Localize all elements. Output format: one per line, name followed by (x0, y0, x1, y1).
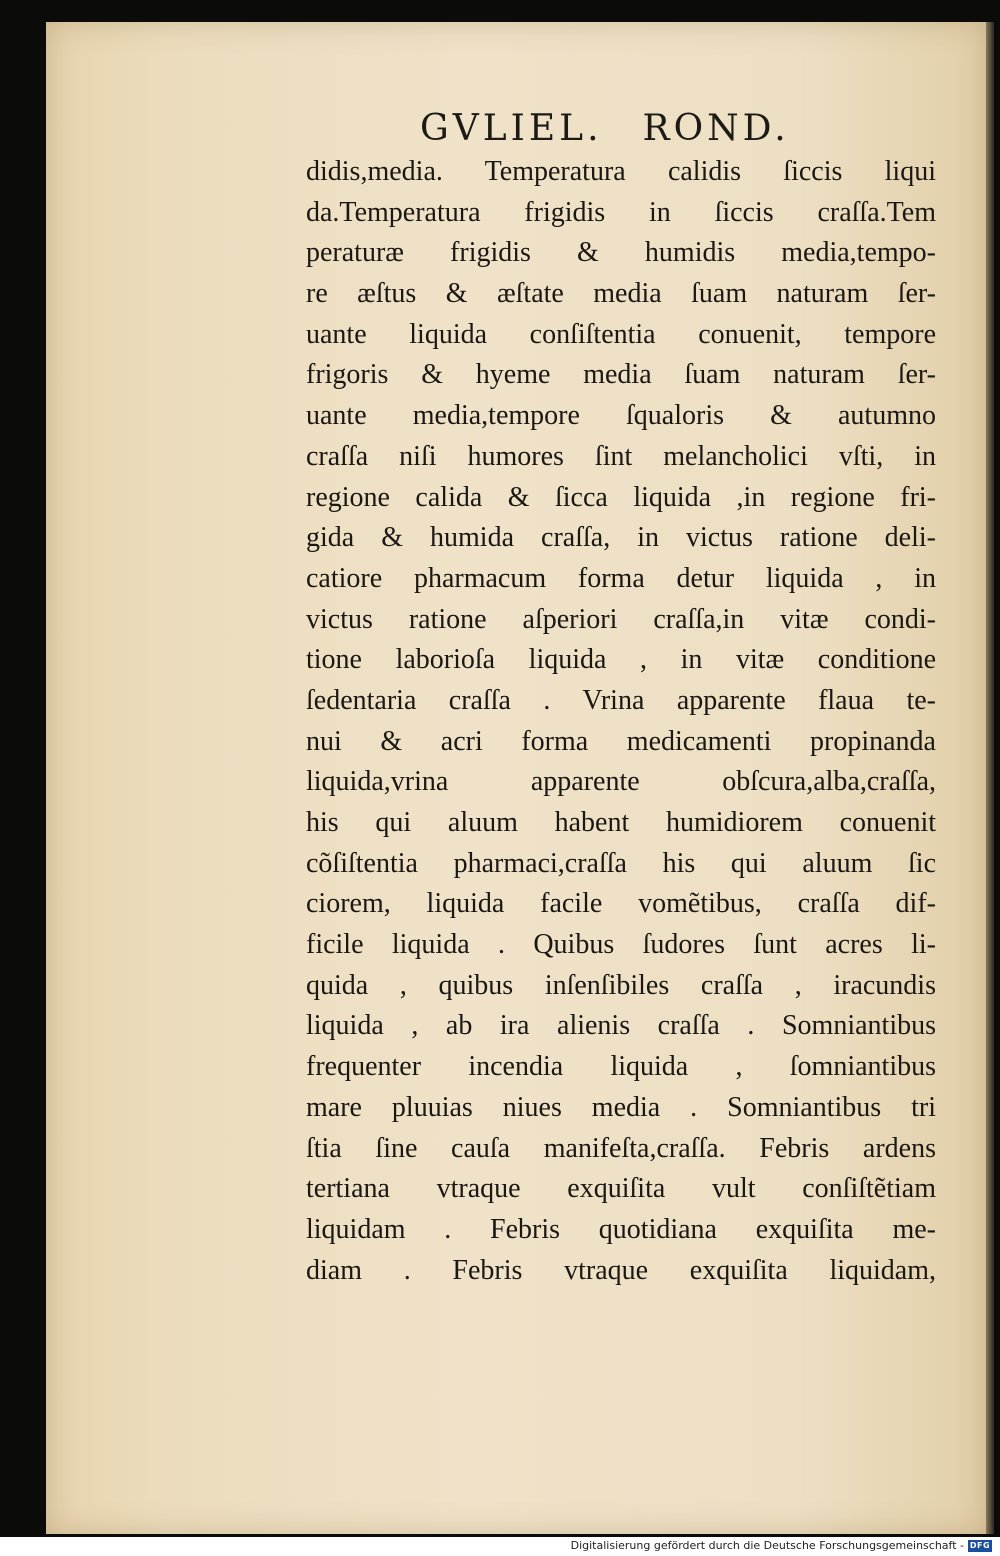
text-line: ficile liquida . Quibus ſudores ſunt acres li- (306, 929, 936, 961)
text-line: gida & humida craſſa, in victus ratione deli- (306, 522, 936, 554)
running-head-author: GVLIEL. (420, 108, 603, 149)
dfg-logo: DFG (969, 1541, 991, 1550)
text-line: regione calida & ſicca liquida ,in regione fri- (306, 481, 936, 513)
digitization-footer (0, 1537, 1000, 1556)
text-line: da.Temperatura frigidis in ſiccis craſſa.Tem (306, 196, 936, 228)
text-line: ciorem, liquida facile vomẽtibus, craſſa dif- (306, 888, 936, 920)
text-line: uante liquida conſiſtentia conuenit, tempore (306, 318, 936, 350)
text-line: didis,media. Temperatura calidis ſiccis liqui (306, 156, 936, 187)
text-line: nui & acri forma medicamenti propinanda (306, 725, 936, 757)
running-head (420, 108, 790, 149)
text-line: quida , quibus inſenſibiles craſſa , iracundis (306, 969, 936, 1001)
body-text (306, 152, 936, 1291)
text-line: frigoris & hyeme media ſuam naturam ſer- (306, 359, 936, 391)
funding-credit: Digitalisierung gefördert durch die Deutsche Forschungsgemeinschaft - (570, 1539, 964, 1552)
text-line: mare pluuias niues media . Somniantibus tri (306, 1091, 936, 1123)
text-line: ſedentaria craſſa . Vrina apparente flaua te- (306, 684, 936, 716)
text-line: ſtia ſine cauſa manifeſta,craſſa. Febris ardens (306, 1132, 936, 1164)
text-line: peraturæ frigidis & humidis media,tempo- (306, 237, 936, 269)
text-line: diam . Febris vtraque exquiſita liquidam, (306, 1254, 936, 1286)
text-line: frequenter incendia liquida , ſomniantibus (306, 1051, 936, 1083)
text-line: tione laborioſa liquida , in vitæ conditione (306, 644, 936, 676)
text-line: craſſa niſi humores ſint melancholici vſti, in (306, 440, 936, 472)
text-line: liquida,vrina apparente obſcura,alba,craſſa, (306, 766, 936, 798)
text-line: liquidam . Febris quotidiana exquiſita me- (306, 1213, 936, 1245)
text-line: tertiana vtraque exquiſita vult conſiſtẽtiam (306, 1173, 936, 1205)
page-edge (986, 22, 994, 1534)
text-line: his qui aluum habent humidiorem conuenit (306, 807, 936, 838)
text-line: victus ratione aſperiori craſſa,in vitæ condi- (306, 603, 936, 635)
text-line: re æſtus & æſtate media ſuam naturam ſer- (306, 278, 936, 310)
text-line: catiore pharmacum forma detur liquida , in (306, 562, 936, 594)
text-line: uante media,tempore ſqualoris & autumno (306, 400, 936, 432)
running-head-name: ROND. (642, 108, 790, 149)
text-line: cõſiſtentia pharmaci,craſſa his qui aluum ſic (306, 847, 936, 879)
text-line: liquida , ab ira alienis craſſa . Somniantibus (306, 1010, 936, 1042)
